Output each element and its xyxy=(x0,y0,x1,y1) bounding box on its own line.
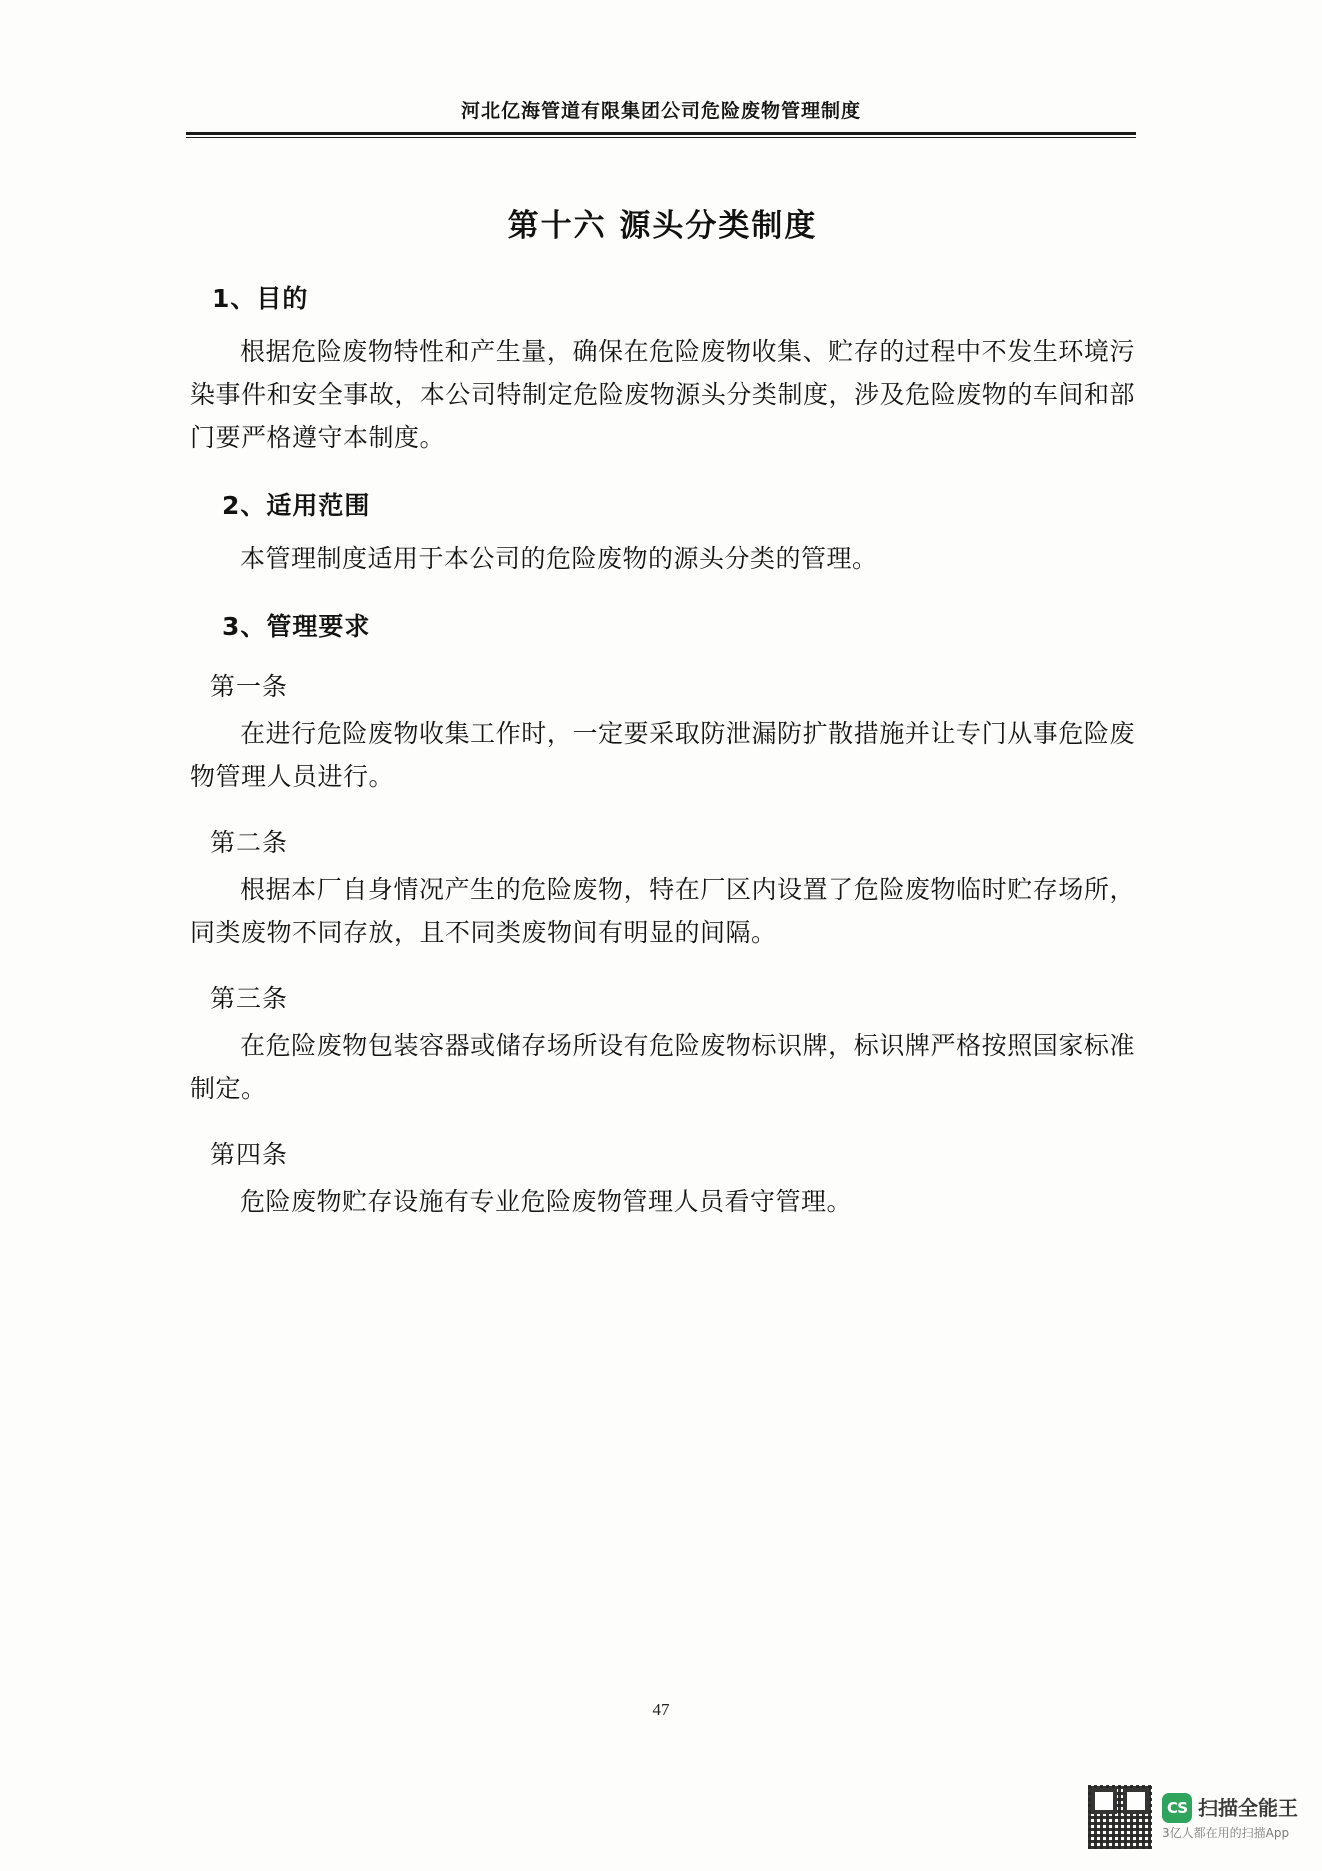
section-heading-scope: 2、适用范围 xyxy=(222,491,371,520)
header-divider xyxy=(186,132,1136,138)
clause-text-1: 在进行危险废物收集工作时，一定要采取防泄漏防扩散措施并让专门从事危险废物管理人员进行。 xyxy=(190,721,1135,791)
section-heading-requirements: 3、管理要求 xyxy=(222,612,371,641)
section-paragraph-scope: 本管理制度适用于本公司的危险废物的源头分类的管理。 xyxy=(240,546,878,573)
watermark-app-name: 扫描全能王 xyxy=(1198,1796,1298,1821)
section-heading-purpose: 1、目的 xyxy=(212,284,309,313)
clause-label-2: 第二条 xyxy=(210,830,289,857)
running-title: 河北亿海管道有限集团公司危险废物管理制度 xyxy=(460,100,861,122)
page-header xyxy=(186,96,1136,138)
clause-text-3: 在危险废物包装容器或储存场所设有危险废物标识牌，标识牌严格按照国家标准制定。 xyxy=(190,1033,1135,1103)
clause-text-4: 危险废物贮存设施有专业危险废物管理人员看守管理。 xyxy=(240,1189,853,1216)
scanner-watermark xyxy=(1088,1785,1298,1849)
watermark-text xyxy=(1162,1793,1298,1840)
clause-label-3: 第三条 xyxy=(210,986,289,1013)
clause-label-4: 第四条 xyxy=(210,1142,289,1169)
page-number: 47 xyxy=(652,1700,670,1719)
section-paragraph-purpose: 根据危险废物特性和产生量，确保在危险废物收集、贮存的过程中不发生环境污染事件和安全事故，本公司特制定危险废物源头分类制度，涉及危险废物的车间和部门要严格遵守本制度。 xyxy=(190,339,1135,452)
document-body xyxy=(190,185,1135,1238)
clause-text-2: 根据本厂自身情况产生的危险废物，特在厂区内设置了危险废物临时贮存场所，同类废物不同存放，且不同类废物间有明显的间隔。 xyxy=(190,877,1135,947)
camscanner-logo-icon: CS xyxy=(1162,1793,1192,1823)
watermark-tagline: 3亿人都在用的扫描App xyxy=(1162,1826,1290,1841)
qr-code-icon xyxy=(1088,1785,1152,1849)
page-title: 第十六 源头分类制度 xyxy=(507,208,818,244)
clause-label-1: 第一条 xyxy=(210,674,289,701)
